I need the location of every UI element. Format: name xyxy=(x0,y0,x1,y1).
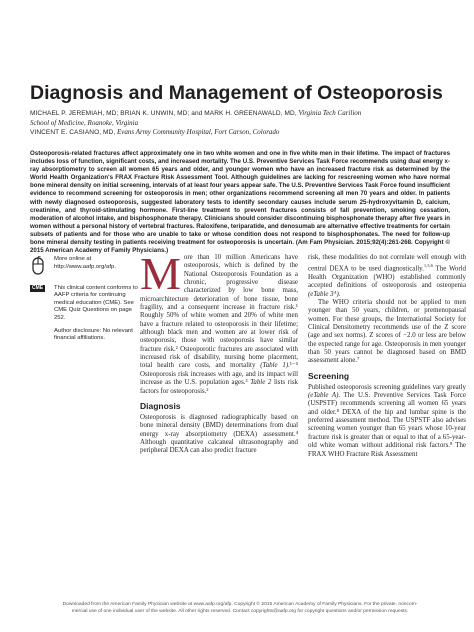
etable-a-ref[interactable]: (eTable A) xyxy=(308,392,339,400)
cme-text: This clinical content conforms to AAFP criteria for continuing medical education (CME). See CME Quiz Questions on page 252. xyxy=(54,284,138,321)
author-line-2 xyxy=(30,119,450,129)
author-affiliation-1: Virginia Tech Carilion xyxy=(298,109,362,117)
mouse-icon xyxy=(30,256,54,280)
disclosure-text: Author disclosure: No relevant financial affiliations. xyxy=(54,327,133,342)
table-1-ref[interactable]: (Table 1) xyxy=(260,362,289,370)
diag-text-3: . xyxy=(338,290,341,298)
diag-ref: 1,5,6 xyxy=(423,263,433,269)
abstract xyxy=(30,150,450,255)
author-affiliation-3: Evans Army Community Hospital, Fort Carson, Colorado xyxy=(117,128,280,136)
body-column-2 xyxy=(308,254,466,459)
screening-heading: Screening xyxy=(308,370,350,381)
author-affiliation-2: School of Medicine, Roanoke, Virginia xyxy=(30,118,139,127)
cme-block xyxy=(30,285,138,323)
intro-text-end-2: lists risk factors for osteoporosis.² xyxy=(140,379,298,395)
disclosure-spacer xyxy=(30,328,54,343)
cme-badge: CME xyxy=(32,284,44,291)
cme-badge-holder xyxy=(30,285,54,323)
abstract-citation: (Am Fam Physician. 2015;92(4):261-268. Copyright © 2015 American Academy of Family Physicians.) xyxy=(30,239,450,255)
body-column-1 xyxy=(140,248,298,456)
author-line-3 xyxy=(30,128,450,138)
copyright-footer xyxy=(30,602,450,615)
who-criteria-paragraph: The WHO criteria should not be applied to men younger than 50 years, children, or premenopausal women. For these groups, the International Society for Clinical Densitometry recommends use of the Z score (age and sex norms). Z scores of −2.0 or less are below the expected range for age. Osteoporosis in men younger than 50 years cannot be diagnosed based on BMD assessment alone.⁷ xyxy=(308,299,466,365)
online-block xyxy=(30,256,138,280)
diagnostic-paragraph xyxy=(308,254,466,299)
screening-paragraph xyxy=(308,384,466,459)
screening-text-2: . The U.S. Preventive Services Task Force (USPSTF) recommends screening all women 65 years and older.⁸ DEXA of the hip and lumbar spine is the preferred assessment method. The USPSTF also advises screening women younger than 65 years whose 10-year fracture risk is greater than or equal to that of a 65-year-old white woman without additional risk factors.⁸ The FRAX WHO Fracture Risk Assessment xyxy=(308,392,466,458)
disclosure-block xyxy=(30,328,138,343)
diag-text-2: The World Health Organization (WHO) established commonly accepted definitions of osteoporosis and osteopenia xyxy=(308,265,466,290)
author-line-1 xyxy=(30,109,450,119)
online-text[interactable]: More online at http://www.aafp.org/afp. xyxy=(54,256,116,270)
etable-3-ref[interactable]: (eTable 3ᴬ) xyxy=(308,290,339,298)
footer-line-1: Downloaded from the American Family Physician website at www.aafp.org/afp. Copyright © 2015 American Academy of Family Physicians. For the private, noncom- xyxy=(62,602,418,607)
diagnosis-heading: Diagnosis xyxy=(140,400,181,411)
author-names-3: VINCENT E. CASIANO, MD, xyxy=(30,129,116,136)
abstract-text: Osteoporosis-related fractures affect approximately one in two white women and one in five white men in their lifetime. The impact of fractures includes loss of function, significant costs, and increased mortality. The U.S. Preventive Services Task Force recommends using dual energy x-ray absorptiometry to screen all women 65 years and older, and younger women who have an increased fracture risk as determined by the World Health Organization's FRAX Fracture Risk Assessment Tool. Although guidelines are lacking for rescreening women who have normal bone mineral density on initial screening, intervals of at least four years appear safe. The U.S. Preventive Services Task Force found insufficient evidence to recommend screening for osteoporosis in men; other organizations recommend screening all men 70 years and older. In patients with newly diagnosed osteoporosis, suggested laboratory tests to identify secondary causes include serum 25-hydroxyvitamin D, calcium, creatinine, and thyroid-stimulating hormone. First-line treatment to prevent fractures consists of fall prevention, smoking cessation, moderation of alcohol intake, and bisphosphonate therapy. Clinicians should consider discontinuing bisphosphonate therapy after five years in women without a personal history of vertebral fractures. Raloxifene, teriparatide, and denosumab are alternative effective treatments for certain subsets of patients and for those who are unable to take or whose condition does not respond to bisphosphonates. The need for follow-up bone mineral density testing in patients receiving treatment for osteoporosis is uncertain. xyxy=(30,150,450,247)
article-title: Diagnosis and Management of Osteoporosis xyxy=(30,82,443,104)
diagnosis-paragraph: Osteoporosis is diagnosed radiographically based on bone mineral density (BMD) determinations from dual energy x-ray absorptiometry (DEXA) assessment.⁴ Although quantitative calcaneal ultrasonography and peripheral DEXA can also predict fracture xyxy=(140,413,298,455)
footer-line-2: mercial use of one individual user of the website. All other rights reserved. Contact copyrights@aafp.org for copyright questions and/or permission requests. xyxy=(71,608,409,614)
sidebar xyxy=(30,256,138,348)
intro-paragraph xyxy=(140,248,298,396)
table-2-ref[interactable]: Table 2 xyxy=(250,379,272,387)
diag-text-1: risk, these modalities do not correlate well enough with central DEXA to be used diagnostically. xyxy=(308,254,466,273)
drop-cap: M xyxy=(140,248,181,299)
screening-text-1: Published osteoporosis screening guidelines vary greatly xyxy=(308,383,466,391)
intro-text-end: .¹⁻⁵ Osteoporosis risk increases with age, and its impact will increase as the U.S. population ages.³ xyxy=(140,362,298,387)
author-names-1: MICHAEL P. JEREMIAH, MD; BRIAN K. UNWIN, MD; and MARK H. GREENAWALD, MD, xyxy=(30,110,297,117)
author-block xyxy=(30,109,450,138)
intro-text: ore than 10 million Americans have osteoporosis, which is defined by the National Osteoporosis Foundation as a chronic, progressive disease characterized by low bone mass, microarchitecture deterioration of bone tissue, bone fragility, and a consequent increase in fracture risk.¹ Roughly 50% of white women and 20% of white men have a fracture related to osteoporosis in their lifetime; although black men and women are at lower risk of osteoporosis, those with osteoporosis have similar fracture risk.² Osteoporotic fractures are associated with increased risk of disability, nursing home placement, total health care costs, and mortality xyxy=(140,254,298,370)
